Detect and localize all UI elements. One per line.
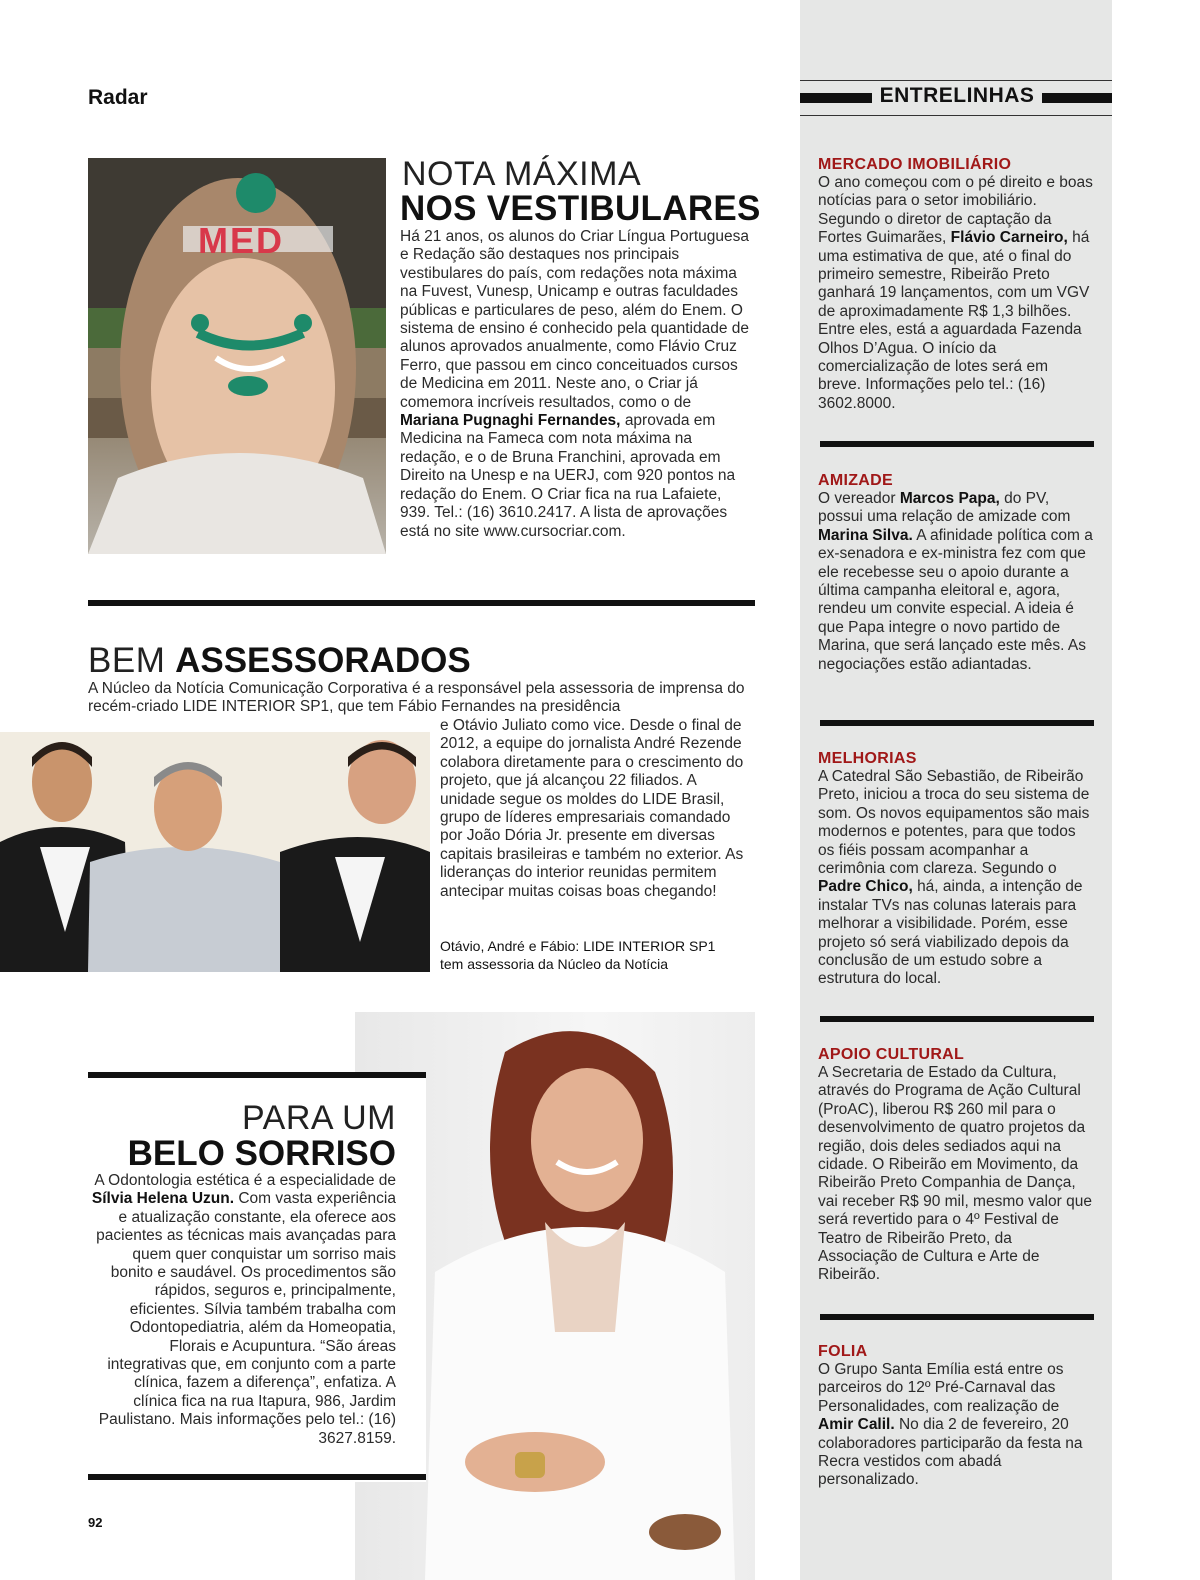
divider (820, 1314, 1094, 1320)
item-heading: MERCADO IMOBILIÁRIO (818, 156, 1012, 173)
group-photo (0, 732, 430, 972)
item-text: há, ainda, a intenção de instalar TVs nas colunas laterais para melhorar a visibilidade. Porém, esse projeto só será viabilizado depois da conclusão de um estudo sobre a estrutura do local. (818, 878, 1083, 988)
item-bold-name: Marina Silva. (818, 526, 913, 544)
entrelinhas-item (818, 750, 1094, 989)
divider (820, 1016, 1094, 1022)
column-title: ENTRELINHAS (879, 84, 1035, 107)
item-bold-name: Amir Calil. (818, 1416, 895, 1434)
item-heading: APOIO CULTURAL (818, 1046, 965, 1063)
student-photo (88, 158, 386, 554)
divider (88, 600, 755, 606)
item-bold-name: Padre Chico, (818, 878, 913, 896)
bem-title-bold: ASSESSORADOS (175, 641, 471, 680)
entrelinhas-header (800, 80, 1112, 116)
bem-title-light: BEM (88, 641, 166, 680)
nota-text-1: Há 21 anos, os alunos do Criar Língua Portuguesa e Redação são destaques nos principais vestibulares do país, com redações nota máxima na Fuvest, Vunesp, Unicamp e outras faculdades públicas e particulares de peso, além do Enem. O sistema de ensino é conhecido pela quantidade de alunos aprovados anualmente, como Flávio Cruz Ferro, que passou em cinco conceituados cursos de Medicina em 2011. Neste ano, o Criar já comemora incríveis resultados, como o de (400, 228, 750, 411)
entrelinhas-item (818, 1343, 1094, 1490)
sorriso-title-light: PARA UM (241, 1099, 396, 1137)
item-body (818, 174, 1094, 413)
item-text: há uma estimativa de que, até o final do primeiro semestre, Ribeirão Preto ganhará 19 lançamentos, com um VGV de aproximadamente R$ 1,3 bilhões. Entre eles, está a aguardada Fazenda Olhos D’Agua. O início da comercialização de lotes será em breve. Informações pelo tel.: (16) 3602.8000. (818, 229, 1090, 412)
section-title: Radar (88, 86, 148, 109)
bem-title (88, 642, 471, 680)
nota-title-bold: NOS VESTIBULARES (400, 189, 761, 228)
item-text: do PV, possui uma relação de amizade com (818, 490, 1071, 526)
divider (820, 720, 1094, 726)
item-body (818, 1361, 1094, 1490)
item-body (818, 490, 1094, 674)
item-bold-name: Flávio Carneiro, (950, 229, 1068, 247)
group-photo-caption: Otávio, André e Fábio: LIDE INTERIOR SP1 tem assessoria da Núcleo da Notícia (440, 938, 716, 972)
photo-face-text: MED (198, 220, 284, 261)
nota-student-name: Mariana Pugnaghi Fernandes, (400, 412, 621, 430)
item-heading: AMIZADE (818, 472, 893, 489)
item-heading: FOLIA (818, 1343, 868, 1360)
item-text: O Grupo Santa Emília está entre os parceiros do 12º Pré-Carnaval das Personalidades, com realização de (818, 1361, 1064, 1415)
item-text: A Catedral São Sebastião, de Ribeirão Preto, iniciou a troca do seu sistema de som. Os novos equipamentos são mais modernos e potentes, para que todos os fiéis possam acompanhar a cerimônia com clareza. Segundo o (818, 768, 1090, 878)
item-body (818, 768, 1094, 989)
item-body (818, 1064, 1094, 1285)
sorriso-title-bold: BELO SORRISO (127, 1134, 396, 1173)
sorriso-text-2: Com vasta experiência e atualização constante, ela oferece aos pacientes as técnicas mais avançadas para quem quer conquistar um sorriso mais bonito e saudável. Os procedimentos são rápidos, seguros e, principalmente, eficientes. Sílvia também trabalha com Odontopediatria, além da Homeopatia, Florais e Acupuntura. “São áreas integrativas que, em conjunto com a parte clínica, fazem a diferença”, enfatiza. A clínica fica na rua Itapura, 986, Jardim Paulistano. Mais informações pelo tel.: (16) 3627.8159. (96, 1190, 396, 1447)
page-number: 92 (88, 1515, 103, 1530)
item-text: A Secretaria de Estado da Cultura, através do Programa de Ação Cultural (ProAC), liberou R$ 260 mil para o desenvolvimento de quatro projetos da região, dois deles sediados aqui na cidade. O Ribeirão em Movimento, da Ribeirão Preto Companhia de Dança, vai receber R$ 90 mil, mesmo valor que será revertido para o 4º Festival de Teatro de Ribeirão Preto, da Associação de Cultura e Arte de Ribeirão. (818, 1064, 1092, 1284)
item-text: O ano começou com o pé direito e boas notícias para o setor imobiliário. Segundo o diretor de captação da Fortes Guimarães, (818, 174, 1093, 247)
entrelinhas-item (818, 156, 1094, 413)
item-text: No dia 2 de fevereiro, 20 colaboradores participarão da festa na Recra vestidos com abadá personalizado. (818, 1416, 1083, 1489)
bem-lead: A Núcleo da Notícia Comunicação Corporativa é a responsável pela assessoria de imprensa do recém-criado LIDE INTERIOR SP1, que tem Fábio Fernandes na presidência (88, 680, 745, 716)
nota-body (400, 228, 750, 541)
item-text: O vereador (818, 490, 896, 507)
item-bold-name: Marcos Papa, (899, 490, 1000, 507)
sorriso-body (88, 1172, 396, 1448)
divider (820, 441, 1094, 447)
nota-title-light: NOTA MÁXIMA (402, 155, 642, 193)
entrelinhas-item (818, 472, 1094, 674)
sorriso-dentist-name: Sílvia Helena Uzun. (91, 1190, 235, 1208)
item-text: A afinidade política com a ex-senadora e ex-ministra fez com que ele recebesse seu o apoio durante a última campanha eleitoral e, agora, rendeu um convite especial. A ideia é que Papa integre o novo partido de Marina, que será lançado este mês. As negociações estão adiantadas. (818, 526, 1093, 673)
item-heading: MELHORIAS (818, 750, 917, 767)
sorriso-text-1: A Odontologia estética é a especialidade de (94, 1172, 396, 1189)
bem-body: e Otávio Juliato como vice. Desde o final de 2012, a equipe do jornalista André Rezende colabora diretamente para o crescimento do projeto, que já alcançou 22 filiados. A unidade segue os moldes do LIDE Brasil, grupo de líderes empresariais comandado por João Dória Jr. presente em diversas capitais brasileiras e também no exterior. As lideranças do interior reunidas permitem antecipar muitas coisas boas chegando! (440, 717, 744, 900)
entrelinhas-item (818, 1046, 1094, 1285)
nota-text-2: aprovada em Medicina na Fameca com nota máxima na redação, e o de Bruna Franchini, aprovada em Direito na Unesp e na UERJ, com 920 pontos na redação do Enem. O Criar fica na rua Lafaiete, 939. Tel.: (16) 3610.2417. A lista de aprovações está no site www.cursocriar.com. (400, 412, 736, 540)
